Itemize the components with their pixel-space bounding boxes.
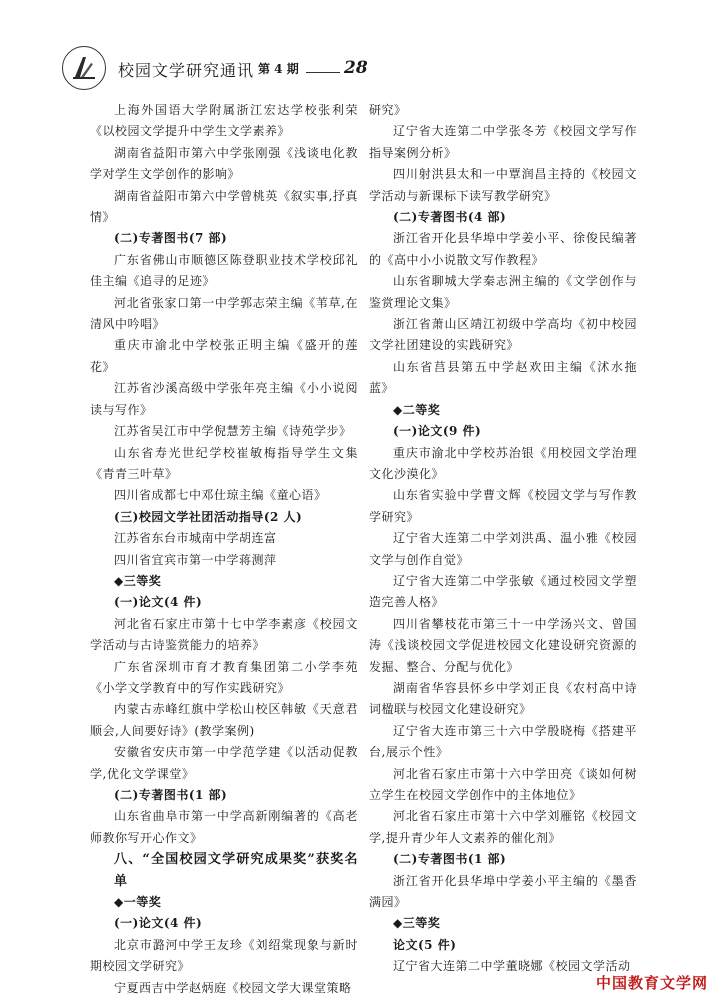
subheading: (一)论文(9 件) bbox=[393, 424, 482, 439]
entry-paragraph: 河北省张家口第一中学郭志荣主编《苇草,在清风中吟唱》 bbox=[90, 295, 358, 332]
subheading: ◆三等奖 bbox=[114, 573, 162, 588]
page-number: 28 bbox=[344, 58, 368, 78]
subheading: (一)论文(4 件) bbox=[114, 916, 203, 931]
subheading: ◆二等奖 bbox=[393, 402, 441, 417]
entry-paragraph: 山东省曲阜市第一中学高新刚编著的《高老师教你写开心作文》 bbox=[90, 809, 358, 845]
entry-paragraph: 湖南省益阳市第六中学曾桃英《叙实事,抒真情》 bbox=[90, 188, 358, 225]
entry-paragraph: 湖南省益阳市第六中学张刚强《浅谈电化教学对学生文学创作的影响》 bbox=[90, 145, 358, 182]
entry-paragraph: 辽宁省大连市第三十六中学殷晓梅《搭建平台,展示个性》 bbox=[369, 723, 637, 760]
issue-label: 第 4 期 bbox=[258, 62, 299, 76]
subheading: (二)专著图书(1 部) bbox=[114, 788, 228, 802]
left-column bbox=[90, 100, 358, 999]
entry-paragraph: 山东省聊城大学秦志洲主编的《文学创作与鉴赏理论文集》 bbox=[369, 274, 637, 310]
entry-paragraph: 辽宁省大连第二中学董晓娜《校园文学活动 bbox=[393, 959, 631, 974]
subheading: ◆三等奖 bbox=[393, 916, 441, 931]
header-rule bbox=[306, 72, 340, 73]
entry-paragraph: 四川省攀枝花市第三十一中学汤兴文、曾国涛《浅谈校园文学促进校园文化建设研究资源的发掘、整合、分配与优化》 bbox=[369, 616, 637, 674]
section-heading: 八、“全国校园文学研究成果奖”获奖名单 bbox=[114, 852, 358, 889]
entry-paragraph: 广东省佛山市顺德区陈登职业技术学校邱礼佳主编《追寻的足迹》 bbox=[90, 252, 358, 289]
entry-paragraph: 四川省宜宾市第一中学蒋测萍 bbox=[114, 552, 277, 567]
entry-paragraph: 北京市潞河中学王友珍《刘绍棠现象与新时期校园文学研究》 bbox=[90, 937, 358, 974]
entry-paragraph: 辽宁省大连第二中学张敏《通过校园文学塑造完善人格》 bbox=[369, 573, 637, 610]
journal-title: 校园文学研究通讯 bbox=[118, 61, 255, 80]
entry-paragraph: 浙江省开化县华埠中学姜小平主编的《墨香满园》 bbox=[369, 873, 637, 910]
entry-paragraph: 山东省实验中学曹文辉《校园文学与写作教学研究》 bbox=[369, 488, 637, 524]
entry-paragraph: 内蒙古赤峰红旗中学松山校区韩敏《天意君顺会,人间要好诗》(教学案例) bbox=[90, 702, 358, 738]
entry-paragraph: 研究》 bbox=[369, 103, 407, 117]
entry-paragraph: 重庆市渝北中学校张正明主编《盛开的莲花》 bbox=[90, 338, 358, 374]
entry-paragraph: 四川射洪县太和一中覃润昌主持的《校园文学活动与新课标下读写教学研究》 bbox=[369, 167, 637, 203]
entry-paragraph: 广东省深圳市育才教育集团第二小学李苑《小学文学教育中的写作实践研究》 bbox=[90, 659, 358, 695]
entry-paragraph: 江苏省沙溪高级中学张年亮主编《小小说阅读与写作》 bbox=[90, 381, 358, 417]
entry-paragraph: 四川省成都七中邓仕琼主编《童心语》 bbox=[114, 488, 327, 503]
page-header bbox=[62, 46, 368, 90]
subheading: ◆一等奖 bbox=[114, 895, 162, 910]
entry-paragraph: 辽宁省大连第二中学刘洪禹、温小雅《校园文学与创作自觉》 bbox=[369, 531, 637, 567]
subheading: (二)专著图书(1 部) bbox=[393, 852, 507, 867]
entry-paragraph: 湖南省华容县怀乡中学刘正良《农村高中诗词楹联与校园文化建设研究》 bbox=[369, 680, 637, 717]
entry-paragraph: 上海外国语大学附属浙江宏达学校张利荣《以校园文学提升中学生文学素养》 bbox=[90, 103, 358, 139]
entry-paragraph: 重庆市渝北中学校苏治银《用校园文学治理文化沙漠化》 bbox=[369, 445, 637, 481]
entry-paragraph: 山东省莒县第五中学赵欢田主编《沭水拖蓝》 bbox=[369, 359, 637, 396]
subheading: 论文(5 件) bbox=[393, 937, 457, 952]
entry-paragraph: 山东省寿光世纪学校崔敏梅指导学生文集《青青三叶草》 bbox=[90, 445, 358, 481]
subheading: (二)专著图书(4 部) bbox=[393, 210, 507, 225]
entry-paragraph: 江苏省东台市城南中学胡连富 bbox=[114, 531, 277, 546]
subheading: (一)论文(4 件) bbox=[114, 595, 203, 610]
subheading: (三)校园文学社团活动指导(2 人) bbox=[114, 509, 303, 524]
right-column bbox=[369, 100, 637, 978]
entry-paragraph: 宁夏西吉中学赵炳庭《校园文学大课堂策略 bbox=[114, 980, 352, 995]
entry-paragraph: 浙江省萧山区靖江初级中学高均《初中校园文学社团建设的实践研究》 bbox=[369, 317, 637, 353]
entry-paragraph: 河北省石家庄市第十六中学田亮《谈如何树立学生在校园文学创作中的主体地位》 bbox=[369, 766, 637, 802]
journal-logo-icon bbox=[62, 46, 106, 90]
entry-paragraph: 浙江省开化县华埠中学姜小平、徐俊民编著的《高中小小说散文写作教程》 bbox=[369, 231, 637, 267]
entry-paragraph: 辽宁省大连第二中学张冬芳《校园文学写作指导案例分析》 bbox=[369, 124, 637, 160]
entry-paragraph: 河北省石家庄市第十七中学李素彦《校园文学活动与古诗鉴赏能力的培养》 bbox=[90, 616, 358, 653]
entry-paragraph: 江苏省吴江市中学倪慧芳主编《诗苑学步》 bbox=[114, 424, 352, 439]
entry-paragraph: 河北省石家庄市第十六中学刘雁铭《校园文学,提升青少年人文素养的催化剂》 bbox=[369, 809, 637, 845]
entry-paragraph: 安徽省安庆市第一中学范学建《以活动促教学,优化文学课堂》 bbox=[90, 745, 358, 781]
site-watermark: 中国教育文学网 bbox=[595, 974, 708, 992]
subheading: (二)专著图书(7 部) bbox=[114, 231, 228, 246]
